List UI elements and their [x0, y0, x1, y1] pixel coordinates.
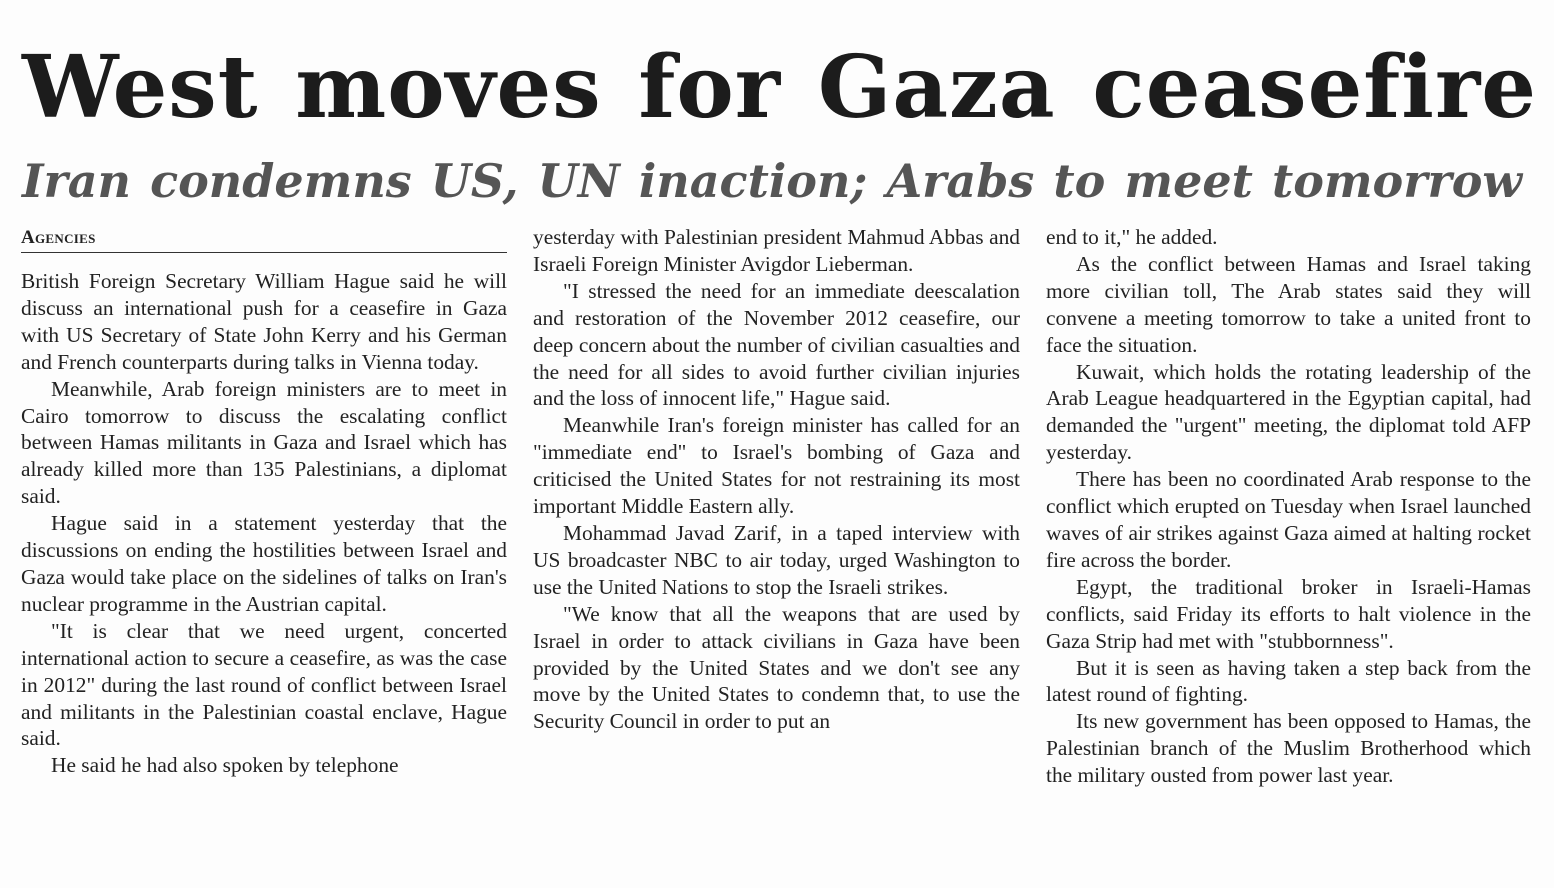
- paragraph: end to it," he added.: [1046, 225, 1218, 249]
- paragraph: There has been no coordinated Arab response to the conflict which erupted on Tuesday when Israel launched waves of air strikes against Gaza aimed at halting rocket fire across the border.: [1046, 467, 1531, 572]
- paragraph: Its new government has been opposed to Hamas, the Palestinian branch of the Muslim Brotherhood which the military ousted from power last year.: [1046, 709, 1531, 788]
- paragraph: Meanwhile, Arab foreign ministers are to meet in Cairo tomorrow to discuss the escalating conflict between Hamas militants in Gaza and Israel which has already killed more than 135 Palestinians, a diplomat said.: [21, 376, 507, 509]
- paragraph: As the conflict between Hamas and Israel taking more civilian toll, The Arab states said they will convene a meeting tomorrow to take a united front to face the situation.: [1046, 251, 1531, 357]
- paragraph: yesterday with Palestinian president Mahmud Abbas and Israeli Foreign Minister Avigdor Lieberman.: [533, 225, 1020, 276]
- paragraph: Meanwhile Iran's foreign minister has called for an "immediate end" to Israel's bombing of Gaza and criticised the United States for not restraining its most important Middle Eastern ally.: [533, 413, 1020, 519]
- paragraph: "I stressed the need for an immediate deescalation and restoration of the November 2012 ceasefire, our deep concern about the number of civilian casualties and the need for all sides to avoid further civilian injuries and the loss of innocent life," Hague said.: [533, 278, 1020, 411]
- byline: Agencies: [21, 224, 507, 253]
- article-column-3: [1046, 224, 1531, 864]
- article-column-1: [21, 224, 507, 864]
- paragraph: "It is clear that we need urgent, concerted international action to secure a ceasefire, as was the case in 2012" during the last round of conflict between Israel and militants in the Palestinian coastal enclave, Hague said.: [21, 618, 507, 751]
- subheadline: Iran condemns US, UN inaction; Arabs to meet tomorrow: [22, 154, 1522, 208]
- paragraph: "We know that all the weapons that are used by Israel in order to attack civilians in Gaza have been provided by the United States and we don't see any move by the United States to condemn that, to use the Security Council in order to put an: [533, 601, 1020, 734]
- paragraph: He said he had also spoken by telephone: [51, 753, 399, 778]
- paragraph: British Foreign Secretary William Hague said he will discuss an international push for a ceasefire in Gaza with US Secretary of State John Kerry and his German and French counterparts during talks in Vienna today.: [21, 269, 507, 374]
- paragraph: Egypt, the traditional broker in Israeli-Hamas conflicts, said Friday its efforts to halt violence in the Gaza Strip had met with "stubbornness".: [1046, 574, 1531, 653]
- paragraph: Hague said in a statement yesterday that the discussions on ending the hostilities between Israel and Gaza would take place on the sidelines of talks on Iran's nuclear programme in the Austrian capital.: [21, 511, 507, 616]
- paragraph: But it is seen as having taken a step back from the latest round of fighting.: [1046, 655, 1531, 707]
- paragraph: Kuwait, which holds the rotating leadership of the Arab League headquartered in the Egyptian capital, had demanded the "urgent" meeting, the diplomat told AFP yesterday.: [1046, 359, 1531, 465]
- article-column-2: [533, 224, 1020, 864]
- headline: West moves for Gaza ceasefire: [22, 37, 1537, 138]
- paragraph: Mohammad Javad Zarif, in a taped interview with US broadcaster NBC to air today, urged Washington to use the United Nations to stop the Israeli strikes.: [533, 520, 1020, 599]
